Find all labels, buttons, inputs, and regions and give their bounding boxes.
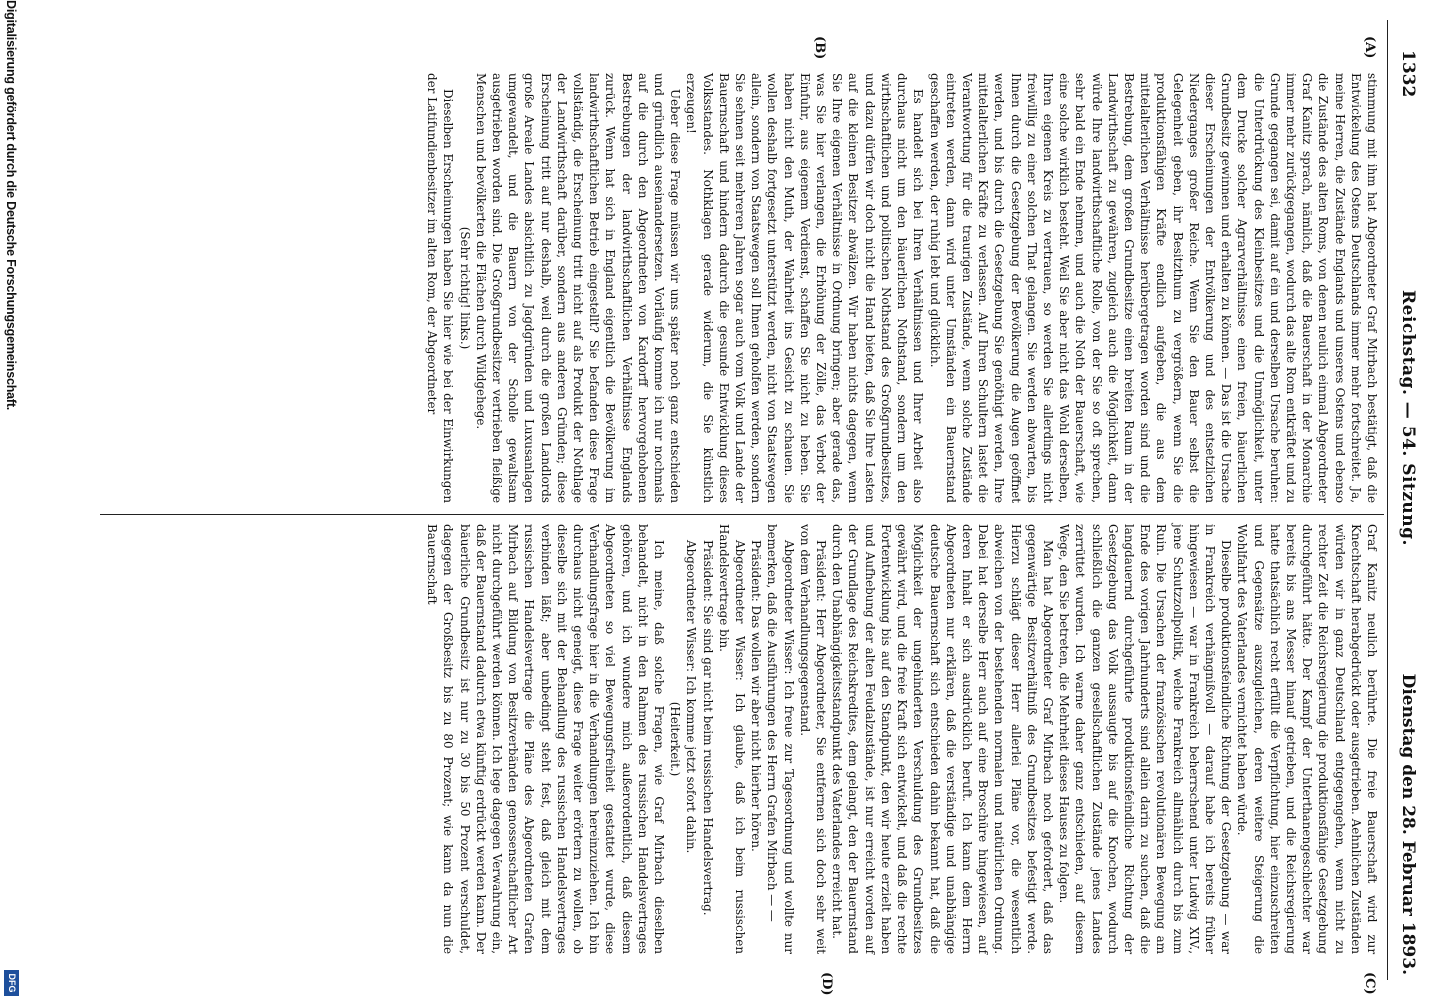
president-remark: Präsident: Herr Abgeordneter, Sie entfernen sich doch sehr weit von dem Verhandlungsgegenstand. bbox=[797, 524, 829, 954]
speaker-remark: Abgeordneter Wisser: Ich freue zur Tagesordnung und wollte nur bemerken, daß die Ausführungen des Herrn Grafen Mirbach — — bbox=[765, 524, 796, 954]
speaker-remark: Abgeordneter Wisser: Ich glaube, daß ich beim russischen Handelsvertrage bin. bbox=[716, 524, 748, 954]
paragraph: Es handelt sich bei Ihren Verhältnissen und Ihrer Arbeit also durchaus nicht um den bäuerlichen Nothstand, sondern um den wirthschaftlichen und politischen Nothstand des Großgrundbesitzes, und dazu dürfen wir doch nicht die Hand bieten, daß Sie Ihre Lasten auf die kleinen Besitzer abwälzen. Wir haben nichts dagegen, wenn Sie Ihre eigenen Verhältnisse in Ordnung bringen; aber gerade das, was Sie hier verlangen, die Erhöhung der Zölle, das Verbot der Einfuhr, aus eigenem Verdienst, schaffen Sie nicht zu heben. Sie haben nicht den Muth, der Wahrheit ins Gesicht zu schauen. Sie wollen deshalb fortgesetzt unterstützt werden, nicht von Staatswegen allein, sondern von Staatswegen soll Ihnen geholfen werden, sondern Sie sehnen seit mehreren Jahren sogar auch vom Volk und Lande der Bauernschaft und hindern dadurch die gesunde Entwicklung dieses Volksstandes. Nothklagen gerade widerum, die Sie künstlich erzeugen! bbox=[684, 73, 926, 503]
page-number: 1332 bbox=[1398, 50, 1418, 98]
president-remark: Präsident: Sie sind gar nicht beim russischen Handelsvertrag. bbox=[700, 540, 715, 916]
left-column bbox=[424, 73, 1380, 503]
paragraph: Dieselben Erscheinungen haben Sie hier wie bei der Einwirkungen der Latifundienbesitzer im alten Rom, der Abgeordneter bbox=[425, 73, 456, 503]
hilarity-note: (Heiterkeit.) bbox=[668, 701, 683, 777]
margin-marker-c: (C) bbox=[1362, 972, 1377, 995]
paragraph: Man hat Abgeordneter Graf Mirbach noch gefordert, daß das gegenwärtige Besitzverhältniß des Grundbesitzes befestigt werde. Hierzu schlägt dieser Herr allerlei Pläne vor, die wesentlich abweichen von der bestehenden normalen und natürlichen Ordnung. Dabei hat derselbe Herr auch auf eine Broschüre hingewiesen, auf deren Inhalt er sich ausdrücklich beruft. Ich kann dem Herrn Abgeordneten nur erklären, daß die verständige und unabhängige deutsche Bauernschaft sich entschieden dahin bekannt hat, daß die Möglichkeit der ungehinderten Verschuldung des Grundbesitzes gewährt wird, und die freie Kraft sich entwickelt, und daß die rechte Fortentwicklung bis auf den Standpunkt, den wir heute erzielt haben und Aufhebung der alten Feudalzustände, ist nur erreicht worden auf der Grundlage des Reichskredites, dem gelangt, den der Bauernstand durch den Unabhängigkeitsstandpunkt des Vaterlandes erreicht hat. bbox=[830, 524, 1055, 954]
header-rule bbox=[1387, 20, 1388, 980]
page-footer bbox=[3, 0, 25, 1000]
margin-marker-a: (A) bbox=[1362, 36, 1377, 59]
session-date: Dienstag den 28. Februar 1893. bbox=[1398, 673, 1418, 975]
margin-marker-b: (B) bbox=[812, 36, 827, 60]
right-column bbox=[424, 524, 1380, 954]
paragraph: Dieselbe produktionsfeindliche Richtung der Gesetzgebung — war in Frankreich verhängnißvoll — darauf habe ich bereits früher hingewiesen — war in Frankreich beherrschend unter Ludwig XIV., jene Schutzzollpolitik, welche Frankreich allmählich durch bis zum Ruin. Die Ursachen der französischen revolutionären Bewegung am Ende des vorigen Jahrhunderts sind allein darin zu suchen, daß die langdauernd durchgeführte produktionsfeindliche Richtung der Gesetzgebung das Volk aussaugte bis auf die Knochen, wodurch schließlich die ganzen gesellschaftlichen Zustände jenes Landes zerrüttet wurden. Ich warne daher ganz entschieden, auf diesem Wege, den Sie betreten, die Mehrheit dieses Hauses zu folgen. bbox=[1057, 524, 1234, 954]
president-remark: Präsident: Das wollen wir aber nicht hierher hören. bbox=[749, 540, 764, 852]
dfg-logo: DFG bbox=[4, 970, 19, 996]
applause-note: (Sehr richtig! links.) bbox=[457, 226, 472, 350]
paragraph: Graf Kanitz neulich berührte. Die freie Bauerschaft wird zur Knechtschaft herabgedrückt oder ausgetrieben. Aehnlichen Zuständen würden wir in ganz Deutschland entgegengehen, wenn nicht zu rechter Zeit die Reichsregierung die produktionsfähige Gesetzgebung durchgeführt hätte. Der Kampf der Unterthanengeschlechter war bereits bis ans Messer hinauf getrieben, und die Reichsregierung hatte thatsächlich recht erfüllt die Verpflichtung, hier einzuschreiten und Gegensätze auszugleichen, deren weitere Steigerung die Wohlfahrt des Vaterlandes vernichtet haben würde. bbox=[1235, 524, 1379, 954]
paragraph: Ich meine, daß solche Fragen, wie Graf Mirbach dieselben behandelt, nicht in den Rahmen des russischen Handelsvertrages gehören, und ich wundere mich außerordentlich, daß diesem Abgeordneten so viel Bewegungsfreiheit gestattet wurde, diese Verhandlungsfrage hier in die Verhandlungen hereinzuziehen. Ich bin durchaus nicht geneigt, diese Frage weiter erörtern zu wollen, ob dieselbe sich mit der Behandlung des russischen Handelsvertrages verbinden läßt; aber unbedingt steht fest, daß gleich mit dem russischen Handelsvertrage die Pläne des Abgeordneten Grafen Mirbach auf Bildung von Besitzverbänden genossenschaftlicher Art nicht durchgeführt werden können. Ich lege dagegen Verwahrung ein, daß der Bauernstand dadurch etwa künftig erdrückt werden kann. Der bäuerliche Grundbesitz ist nur zu 30 bis 50 Prozent verschuldet, dagegen der Großbesitz bis zu 80 Prozent; wie kann da nun die Bauernschaft bbox=[425, 524, 667, 954]
page-header bbox=[1392, 50, 1418, 975]
session-title: Reichstag. — 54. Sitzung. bbox=[1398, 290, 1418, 546]
digitization-note: Digitalisierung gefördert durch die Deutsche Forschungsgemeinschaft. bbox=[4, 0, 18, 411]
margin-marker-d: (D) bbox=[819, 972, 834, 996]
paragraph: Ueber diese Frage müssen wir uns später noch ganz entschieden und gründlich auseinandersetzen. Vorläufig komme ich nur nochmals auf die durch den Abgeordneten von Kardorff hervorgehobenen Bestrebungen der landwirthschaftlichen Verhältnisse Englands zurück. Wenn hat sich in England eigentlich die Bevölkerung im landwirthschaftlichen Betrieb eingestellt? Sie befanden diese Frage vollständig, die Erscheinung tritt nicht auf als Produkt der Nothlage der Landwirthschaft darüber, sondern aus anderen Gründen; diese Erscheinung tritt auf nur deshalb, weil durch die großen Landlords große Areale Landes absichtlich zu Jagdgründen und Luxusanlagen umgewandelt, und die Bauern von der Scholle gewaltsam ausgetrieben worden sind. Die Großgrundbesitzer vertrieben fleißige Menschen und bevölkerten die Flächen durch Wildgehege. bbox=[473, 73, 683, 503]
paragraph: stimmung mit ihm hat Abgeordneter Graf Mirbach bestätigt, daß die Entwickelung des Ostens Deutschlands immer mehr fortschreitet. Ja, meine Herren, die Zustände Englands und unseres Ostens und ebenso die Zustände des alten Roms, von denen neulich einmal Abgeordneter Graf Kanitz sprach, nämlich, daß die Bauerschaft in der Monarchie immer mehr zurückgegangen, wodurch das alte Rom entkräftet und zu Grunde gegangen sei, damit auf ein und derselben Ursache beruhen: die Unterdrückung des Kleinbesitzes und die Unmöglichkeit, unter dem Drucke solcher Agrarverhältnisse einen freien, bäuerlichen Grundbesitz gewinnen und erhalten zu können. — Das ist die Ursache dieser Erscheinungen der Entvölkerung und des entsetzlichen Niederganges großer Reiche. Wenn Sie den Bauer selbst die Gelegenheit geben, ihr Besitzthum zu vergrößern, wenn Sie die produktionsfähigen Kräfte endlich aufgeben, die aus dem mittelalterlichen Verhältnisse herübergetragen worden sind und die Bestrebung, dem großen Grundbesitze einen breiten Raum in der Landwirthschaft zu gewähren, zugleich auch die Möglichkeit, dann würde Ihre landwirthschaftliche Rolle, von der Sie so oft sprechen, sehr bald ein Ende nehmen, und auch die Noth der Bauerschaft, wie eine solche wirklich besteht. Weil Sie aber nicht das Wohl derselben, Ihren eigenen Kreis zu vertrauen, so werden Sie allerdings nicht freiwillig zu einer solchen That gelangen. Sie werden abwarten, bis Ihnen durch die Gesetzgebung der Bevölkerung die Augen geöffnet werden, und bis durch die Gesetzgebung Sie genöthigt werden, Ihre mittelalterlichen Kräfte zu verlassen. Auf Ihren Schultern lastet die Verantwortung für die traurigen Zustände, wenn solche Zustände eintreten werden, dann wird unter Umständen ein Bauernstand geschaffen werden, der ruhig lebt und glücklich. bbox=[927, 73, 1379, 503]
column-divider bbox=[100, 514, 1384, 515]
speaker-remark: Abgeordneter Wisser: Ich komme jetzt sofort dahin. bbox=[684, 540, 699, 854]
